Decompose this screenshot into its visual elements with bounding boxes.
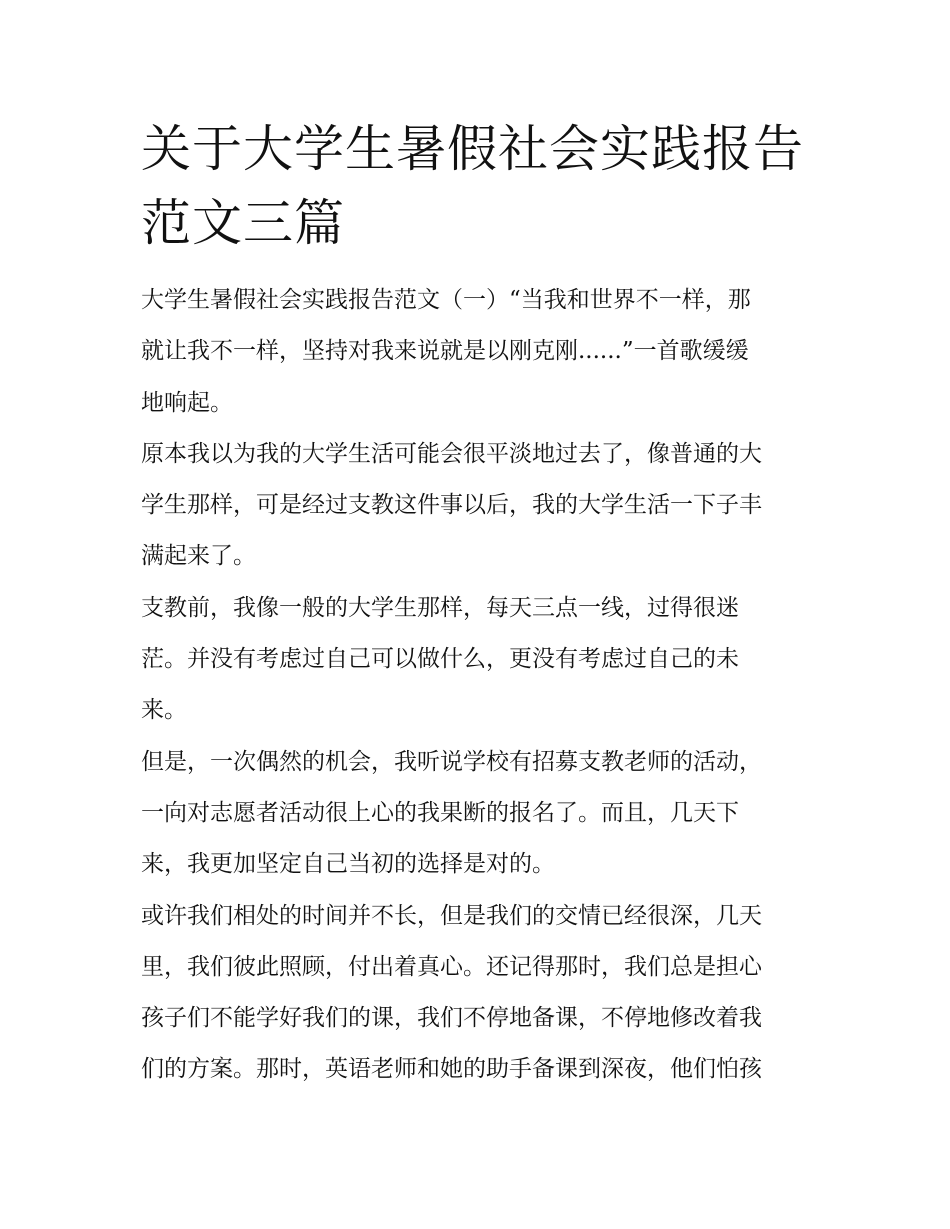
body-line: 大学生暑假社会实践报告范文（一）“当我和世界不一样，那	[141, 287, 751, 313]
body-line: 来，我更加坚定自己当初的选择是对的。	[141, 851, 555, 878]
body-line: 里，我们彼此照顾，付出着真心。还记得那时，我们总是担心	[141, 953, 762, 980]
body-line: 或许我们相处的时间并不长，但是我们的交情已经很深，几天	[141, 902, 762, 929]
body-line: 们的方案。那时，英语老师和她的助手备课到深夜，他们怕孩	[141, 1056, 762, 1083]
body-line: 来。	[141, 697, 187, 724]
body-line: 孩子们不能学好我们的课，我们不停地备课，不停地修改着我	[141, 1005, 762, 1032]
document-title	[141, 112, 831, 260]
body-line: 茫。并没有考虑过自己可以做什么，更没有考虑过自己的未	[141, 646, 739, 673]
body-line: 支教前，我像一般的大学生那样，每天三点一线，过得很迷	[141, 594, 739, 621]
title-line-2: 范文三篇	[141, 194, 345, 252]
body-line: 就让我不一样，坚持对我来说就是以刚克刚......”一首歌缓缓	[141, 338, 749, 365]
body-line: 地响起。	[141, 389, 233, 416]
body-line: 但是，一次偶然的机会，我听说学校有招募支教老师的活动，	[141, 748, 762, 775]
body-line: 满起来了。	[141, 543, 256, 570]
document-body	[141, 275, 831, 1096]
title-line-1: 关于大学生暑假社会实践报告	[141, 120, 804, 178]
body-line: 原本我以为我的大学生活可能会很平淡地过去了，像普通的大	[141, 440, 762, 467]
body-line: 学生那样，可是经过支教这件事以后，我的大学生活一下子丰	[141, 492, 762, 519]
body-line: 一向对志愿者活动很上心的我果断的报名了。而且，几天下	[141, 799, 739, 826]
